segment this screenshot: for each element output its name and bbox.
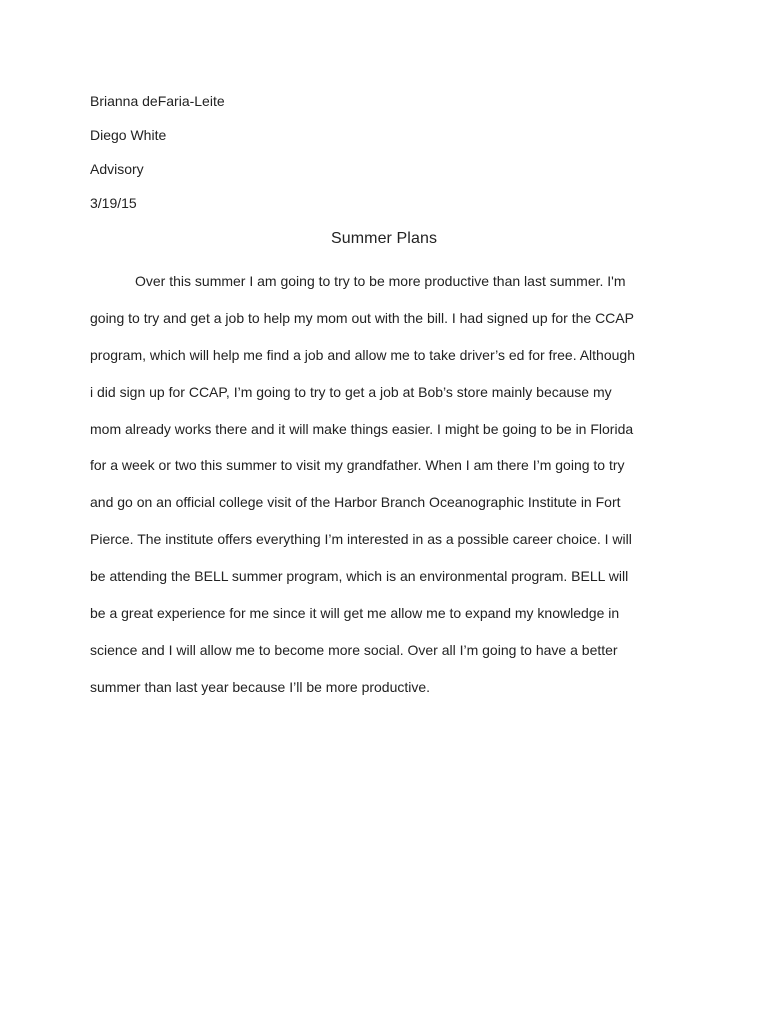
document-title: Summer Plans [330, 230, 438, 247]
paragraph-line: for a week or two this summer to visit my grandfather. When I am there I’m going to try [90, 457, 625, 474]
paragraph-line: be attending the BELL summer program, which is an environmental program. BELL will [90, 568, 629, 585]
paragraph-line: be a great experience for me since it will get me allow me to expand my knowledge in [90, 605, 620, 622]
document-header [90, 93, 690, 229]
paragraph-line: summer than last year because I’ll be more productive. [90, 678, 431, 695]
paragraph-line: mom already works there and it will make things easier. I might be going to be in Florida [90, 420, 634, 437]
course-name: Advisory [90, 161, 144, 177]
paragraph-line: Pierce. The institute offers everything I’m interested in as a possible career choice. I will [90, 531, 632, 548]
teacher-name: Diego White [90, 127, 167, 143]
paragraph-line: program, which will help me find a job and allow me to take driver’s ed for free. Although [90, 346, 635, 363]
essay-body [90, 271, 680, 714]
paragraph-line: and go on an official college visit of the Harbor Branch Oceanographic Institute in Fort [90, 494, 621, 511]
paragraph-line: i did sign up for CCAP, I’m going to try to get a job at Bob’s store mainly because my [90, 383, 612, 400]
paragraph-line: going to try and get a job to help my mom out with the bill. I had signed up for the CCAP [90, 309, 634, 326]
document-date: 3/19/15 [90, 195, 137, 211]
paragraph-line: Over this summer I am going to try to be more productive than last summer. I'm [135, 273, 626, 289]
author-name: Brianna deFaria-Leite [90, 93, 225, 109]
paragraph-line: science and I will allow me to become more social. Over all I’m going to have a better [90, 641, 618, 658]
